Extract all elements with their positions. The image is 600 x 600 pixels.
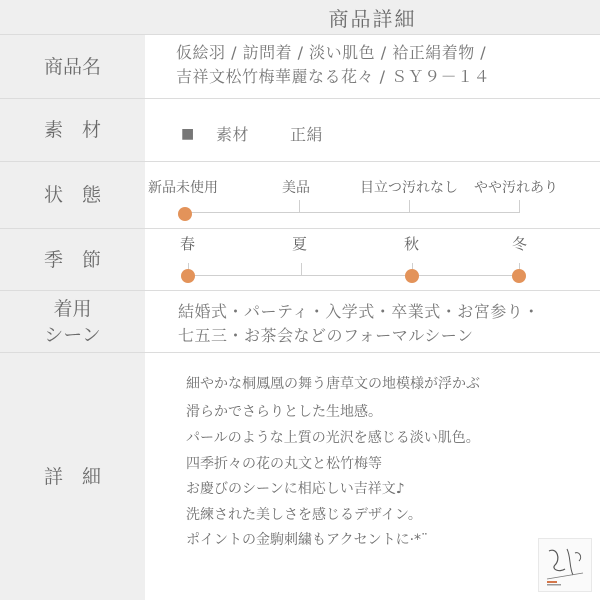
season-summer: 夏 [292, 235, 308, 253]
condition-option-some-stains: やや汚れあり [474, 180, 558, 196]
brand-logo-icon [538, 538, 592, 592]
season-autumn: 秋 [404, 235, 420, 253]
detail-line-3: パールのような上質の光沢を感じる淡い肌色。 [186, 430, 480, 446]
detail-line-5: お慶びのシーンに相応しい吉祥文♪ [186, 481, 405, 497]
condition-option-new: 新品未使用 [148, 180, 218, 196]
label-scene-line-1: 着用 [53, 297, 92, 320]
label-condition: 状 態 [0, 162, 145, 228]
season-winter: 冬 [512, 235, 528, 253]
detail-line-4: 四季折々の花の丸文と松竹梅等 [186, 456, 382, 472]
season-track [188, 275, 520, 276]
condition-track [185, 212, 520, 213]
condition-tick [519, 200, 520, 212]
condition-option-no-stains: 目立つ汚れなし [360, 180, 458, 196]
material-value: 正絹 [290, 125, 324, 144]
condition-tick [299, 200, 300, 212]
row-condition [0, 162, 600, 228]
row-detail [0, 353, 600, 600]
product-name-line-2: 吉祥文松竹梅華麗なる花々 / ＳＹ９－１４ [176, 67, 491, 86]
label-season: 季 節 [0, 229, 145, 290]
detail-line-2: 滑らかでさらりとした生地感。 [186, 404, 382, 420]
season-spring: 春 [180, 235, 196, 253]
scene-line-1: 結婚式・パーティ・入学式・卒業式・お宮参り・ [178, 302, 540, 321]
header-label-cell [0, 0, 145, 34]
scene-line-2: 七五三・お茶会などのフォーマルシーン [178, 326, 474, 345]
detail-line-7: ポイントの金駒刺繍もアクセントに·*¨ [186, 532, 429, 548]
row-scene [0, 291, 600, 352]
product-name-line-1: 仮絵羽 / 訪問着 / 淡い肌色 / 袷正絹着物 / [176, 43, 487, 62]
label-product-name: 商品名 [0, 35, 145, 98]
header-row [0, 0, 600, 34]
label-material: 素 材 [0, 99, 145, 161]
label-scene-line-2: シーン [44, 323, 101, 346]
detail-line-1: 細やかな桐鳳凰の舞う唐草文の地模様が浮かぶ [186, 376, 480, 392]
condition-tick [409, 200, 410, 212]
material-key: 素材 [216, 125, 250, 144]
detail-line-6: 洗練された美しさを感じるデザイン。 [186, 507, 422, 523]
condition-option-excellent: 美品 [282, 180, 310, 196]
page-title: 商品詳細 [145, 0, 600, 34]
season-marker-spring [181, 269, 195, 283]
season-marker-winter [512, 269, 526, 283]
season-marker-autumn [405, 269, 419, 283]
label-scene [0, 291, 145, 352]
row-season [0, 229, 600, 290]
square-bullet-icon: ■ [181, 126, 195, 142]
label-detail: 詳 細 [0, 353, 145, 600]
season-tick [301, 263, 302, 275]
row-product-name [0, 35, 600, 98]
row-material [0, 99, 600, 161]
condition-selected-marker [178, 207, 192, 221]
